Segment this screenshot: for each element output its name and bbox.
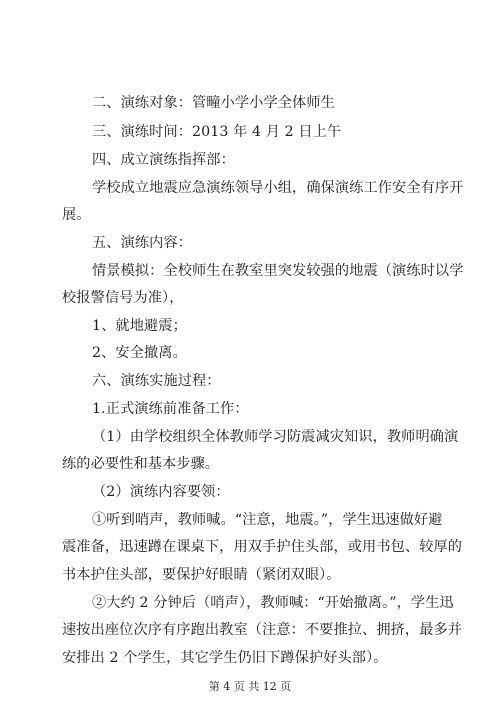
paragraph-line: （1）由学校组织全体教师学习防震减灾知识，教师明确演 [92,429,459,445]
paragraph-line: 情景模拟：全校师生在教室里突发较强的地震（演练时以学 [92,263,464,279]
page-number-footer: 第 4 页 共 12 页 [208,680,292,693]
paragraph-line: 速按出座位次序有序跑出教室（注意：不要推拉、拥挤，最多并 [62,622,463,638]
paragraph-line: 安排出 2 个学生，其它学生仍旧下蹲保护好头部）。 [62,650,388,666]
paragraph-line: 2、安全撤离。 [92,345,187,361]
paragraph-line: 校报警信号为准）， [62,290,184,306]
paragraph-line: 五、演练内容： [92,235,193,251]
paragraph-line: 六、演练实施过程： [92,373,221,389]
paragraph-line: 练的必要性和基本步骤。 [62,456,220,472]
paragraph-line: 二、演练对象：管疃小学小学全体师生 [92,95,335,111]
paragraph-line: 1、就地避震； [92,318,187,334]
paragraph-line: 1.正式演练前准备工作： [92,401,249,417]
paragraph-line: 四、成立演练指挥部： [92,152,235,168]
paragraph-line: 学校成立地震应急演练领导小组，确保演练工作安全有序开 [92,180,464,196]
paragraph-line: 书本护住头部，要保护好眼睛（紧闭双眼）。 [62,567,341,583]
paragraph-line: （2）演练内容要领： [92,484,230,500]
paragraph-line: 三、演练时间：2013 年 4 月 2 日上午 [92,124,342,140]
paragraph-line: 展。 [62,207,91,223]
paragraph-line: ②大约 2 分钟后（哨声），教师喊：“开始撤离。”，学生迅 [92,595,454,611]
paragraph-line: ①听到哨声，教师喊。“注意，地震。”，学生迅速做好避 [92,512,443,528]
paragraph-line: 震准备，迅速蹲在课桌下，用双手护住头部，或用书包、较厚的 [62,539,463,555]
